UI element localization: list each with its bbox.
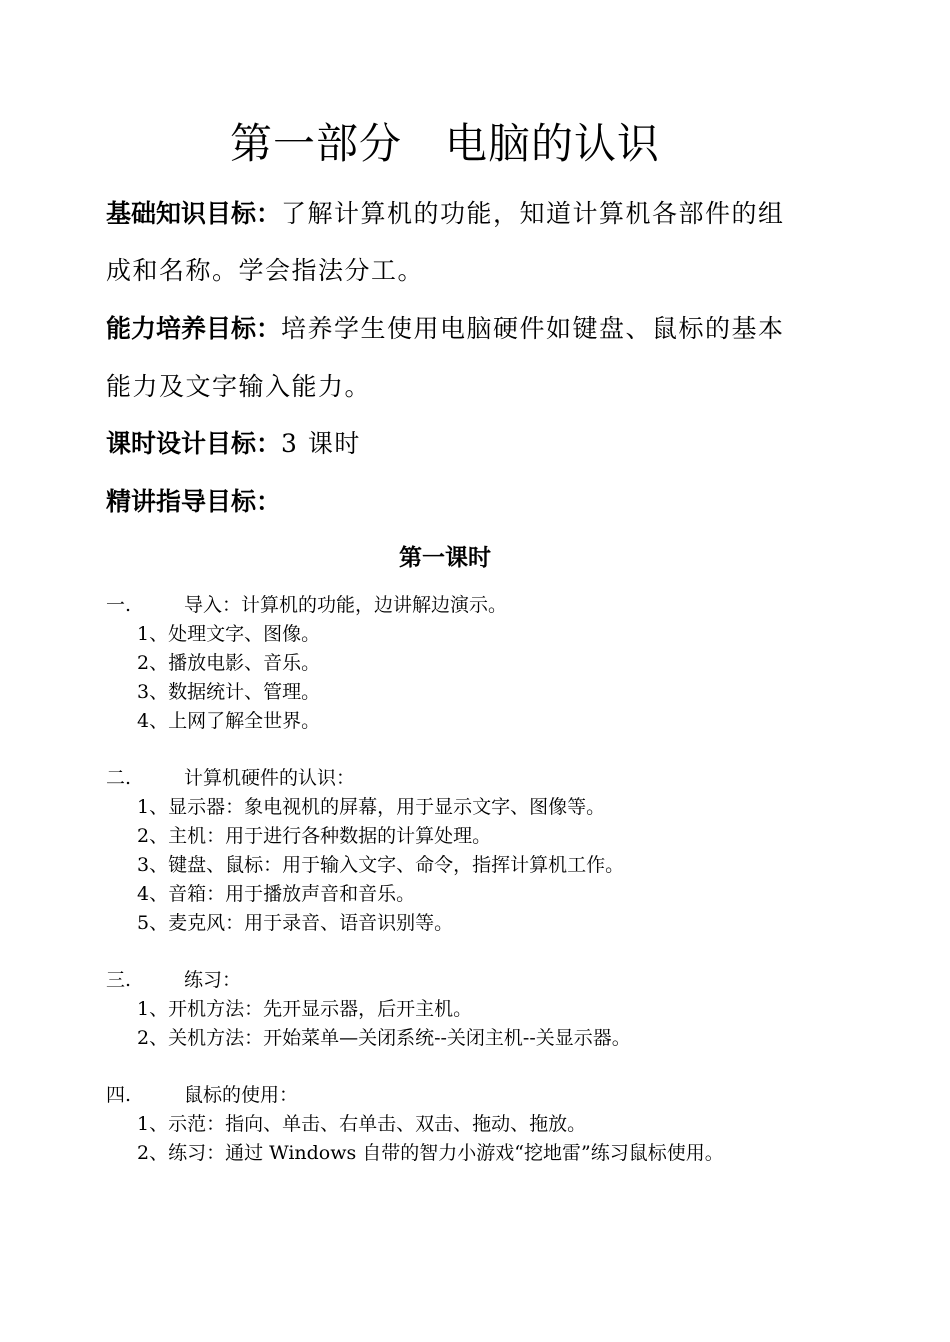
page-title: 第一部分 电脑的认识: [229, 119, 660, 168]
list-item: 2、主机：用于进行各种数据的计算处理。: [137, 825, 492, 847]
list-item: 1、显示器：象电视机的屏幕，用于显示文字、图像等。: [137, 796, 606, 818]
list-item: 5、麦克风：用于录音、语音识别等。: [137, 912, 454, 934]
section-heading: [106, 591, 507, 619]
objective-label: 基础知识目标：: [106, 199, 282, 228]
objective-text: 3 课时: [281, 429, 361, 458]
objective-label: 课时设计目标：: [106, 429, 282, 458]
section-title: 导入：计算机的功能，边讲解边演示。: [184, 594, 508, 616]
objective-basic-knowledge-continued: [106, 254, 806, 288]
lesson-title: 第一课时: [399, 545, 491, 571]
section-title: 鼠标的使用：: [184, 1084, 299, 1106]
objective-text: 了解计算机的功能，知道计算机各部件的组: [281, 199, 785, 228]
list-item: 3、数据统计、管理。: [137, 681, 321, 703]
objective-guidance: [106, 485, 806, 519]
objective-text: 能力及文字输入能力。: [106, 372, 372, 401]
section-heading: [106, 966, 241, 994]
section-heading: [106, 764, 355, 792]
section-title: 练习：: [184, 969, 242, 991]
list-item: 1、开机方法：先开显示器，后开主机。: [137, 998, 473, 1020]
section-number: 四.: [106, 1084, 132, 1106]
list-item: 1、示范：指向、单击、右单击、双击、拖动、拖放。: [137, 1113, 587, 1135]
list-item: 2、练习：通过 Windows 自带的智力小游戏“挖地雷”练习鼠标使用。: [137, 1142, 724, 1164]
objective-ability-continued: [106, 370, 806, 404]
list-item: 4、上网了解全世界。: [137, 710, 321, 732]
section-title: 计算机硬件的认识：: [184, 767, 356, 789]
objective-lesson-design: [106, 427, 806, 461]
objective-label: 能力培养目标：: [106, 314, 282, 343]
section-number: 三.: [106, 969, 132, 991]
objective-text: 培养学生使用电脑硬件如键盘、鼠标的基本: [281, 314, 785, 343]
list-item: 3、键盘、鼠标：用于输入文字、命令，指挥计算机工作。: [137, 854, 625, 876]
list-item: 1、处理文字、图像。: [137, 623, 321, 645]
objective-ability: [106, 312, 806, 346]
list-item: 2、关机方法：开始菜单—关闭系统--关闭主机--关显示器。: [137, 1027, 631, 1049]
section-number: 二.: [106, 767, 132, 789]
section-heading: [106, 1081, 298, 1109]
list-item: 4、音箱：用于播放声音和音乐。: [137, 883, 416, 905]
section-number: 一.: [106, 594, 132, 616]
objective-label: 精讲指导目标：: [106, 487, 282, 516]
objective-text: 成和名称。学会指法分工。: [106, 256, 425, 285]
list-item: 2、播放电影、音乐。: [137, 652, 321, 674]
objective-basic-knowledge: [106, 197, 806, 231]
